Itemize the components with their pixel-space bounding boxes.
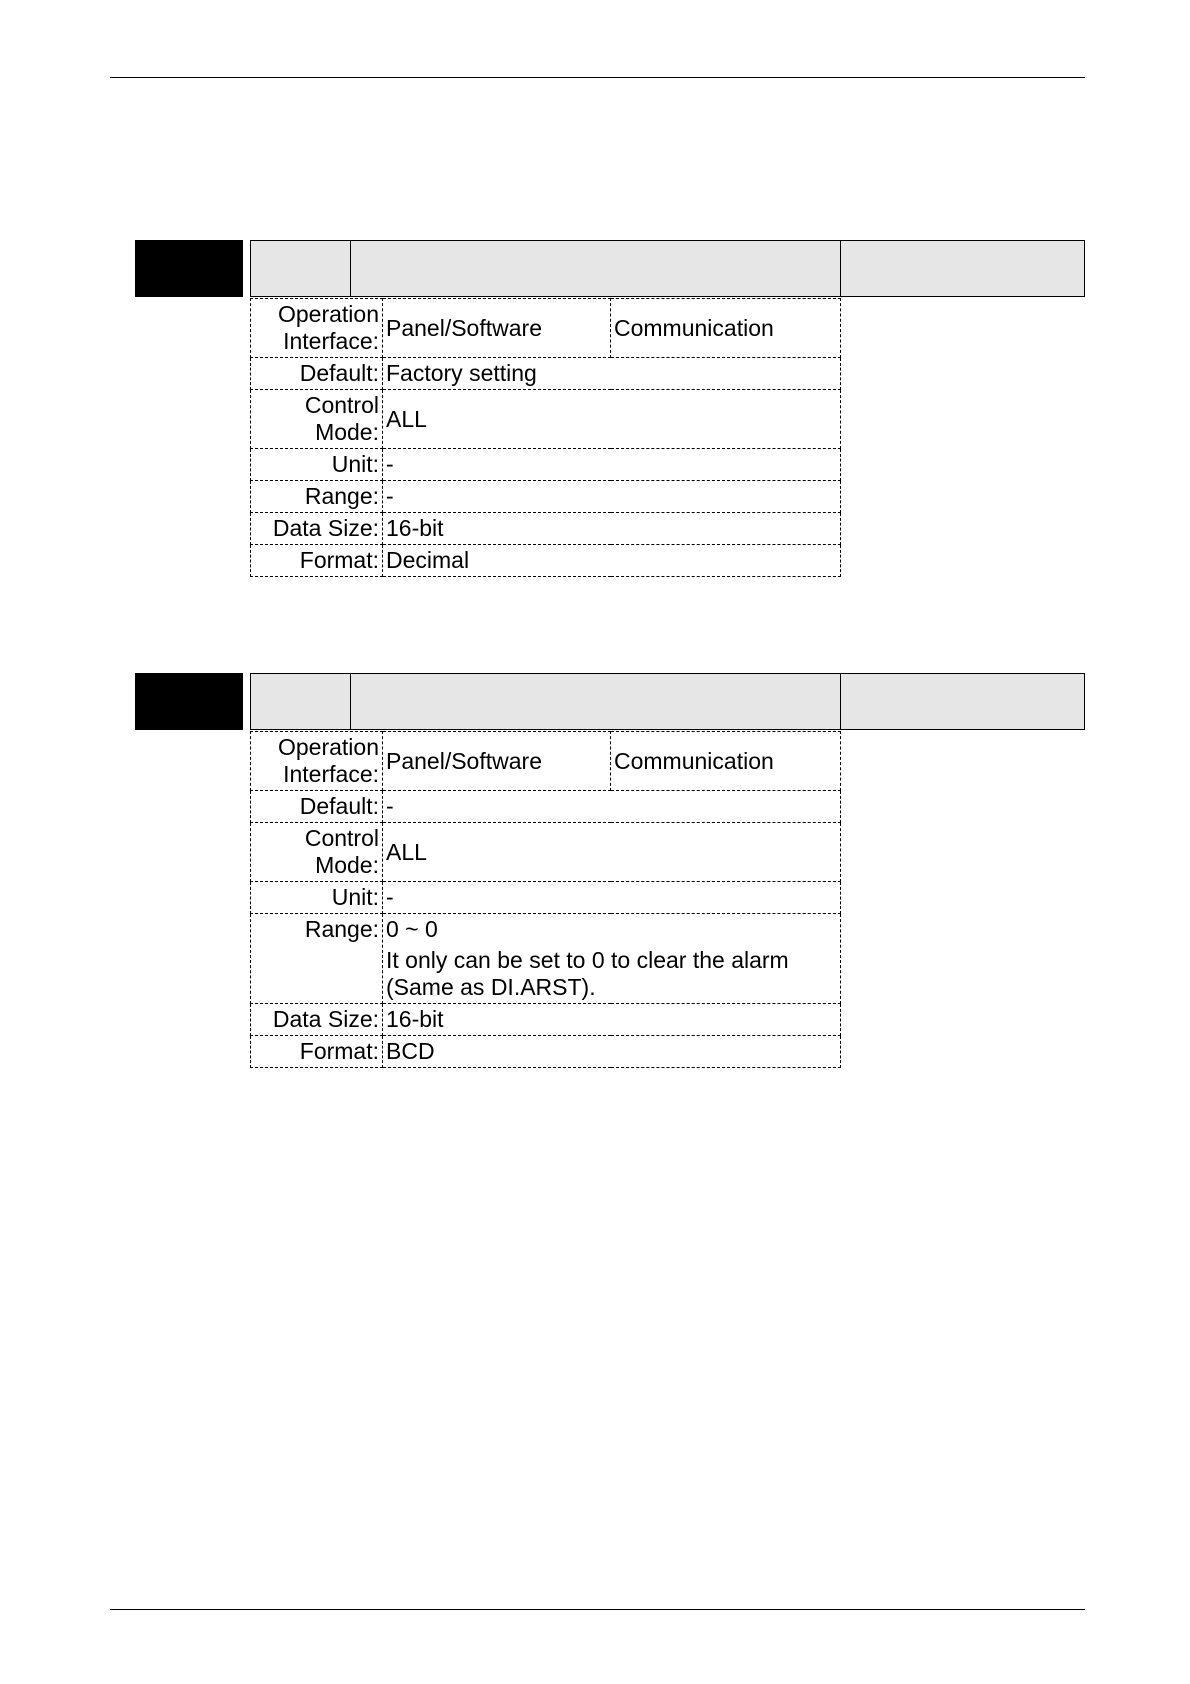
unit-value: - xyxy=(383,449,841,481)
row-control-mode xyxy=(251,390,841,449)
parameter-info-table xyxy=(250,298,841,577)
data-size-label: Data Size: xyxy=(251,513,383,545)
range-value: 0 ~ 0 xyxy=(386,916,438,942)
row-control-mode xyxy=(251,823,841,882)
row-data-size xyxy=(251,1004,841,1036)
row-unit xyxy=(251,449,841,481)
operation-interface-label: Operation Interface: xyxy=(251,299,383,358)
default-label: Default: xyxy=(251,791,383,823)
row-default xyxy=(251,358,841,390)
row-operation-interface xyxy=(251,299,841,358)
parameter-code-tab xyxy=(135,240,243,297)
format-value: BCD xyxy=(383,1036,841,1068)
control-mode-value: ALL xyxy=(383,390,841,449)
control-mode-value: ALL xyxy=(383,823,841,882)
interface-communication: Communication xyxy=(611,299,841,358)
range-value: - xyxy=(383,481,841,513)
footer-rule xyxy=(110,1609,1085,1610)
row-format xyxy=(251,545,841,577)
data-size-label: Data Size: xyxy=(251,1004,383,1036)
interface-communication: Communication xyxy=(611,732,841,791)
data-size-value: 16-bit xyxy=(383,1004,841,1036)
range-label: Range: xyxy=(251,914,383,1004)
default-value: - xyxy=(383,791,841,823)
format-label: Format: xyxy=(251,1036,383,1068)
control-mode-label: Control Mode: xyxy=(251,823,383,882)
operation-interface-label: Operation Interface: xyxy=(251,732,383,791)
range-note: It only can be set to 0 to clear the alarm (Same as DI.ARST). xyxy=(386,947,789,1000)
parameter-info-table xyxy=(250,731,841,1068)
interface-panel-software: Panel/Software xyxy=(383,732,611,791)
control-mode-label: Control Mode: xyxy=(251,390,383,449)
parameter-header-bar xyxy=(250,240,1085,297)
row-operation-interface xyxy=(251,732,841,791)
header-rule xyxy=(110,77,1085,78)
default-label: Default: xyxy=(251,358,383,390)
row-default xyxy=(251,791,841,823)
row-range xyxy=(251,481,841,513)
unit-label: Unit: xyxy=(251,449,383,481)
unit-label: Unit: xyxy=(251,882,383,914)
parameter-header-bar xyxy=(250,673,1085,730)
row-range xyxy=(251,914,841,1004)
row-unit xyxy=(251,882,841,914)
default-value: Factory setting xyxy=(383,358,841,390)
parameter-code-tab xyxy=(135,673,243,730)
data-size-value: 16-bit xyxy=(383,513,841,545)
format-label: Format: xyxy=(251,545,383,577)
format-value: Decimal xyxy=(383,545,841,577)
row-format xyxy=(251,1036,841,1068)
range-cell xyxy=(383,914,841,1004)
interface-panel-software: Panel/Software xyxy=(383,299,611,358)
row-data-size xyxy=(251,513,841,545)
range-label: Range: xyxy=(251,481,383,513)
unit-value: - xyxy=(383,882,841,914)
